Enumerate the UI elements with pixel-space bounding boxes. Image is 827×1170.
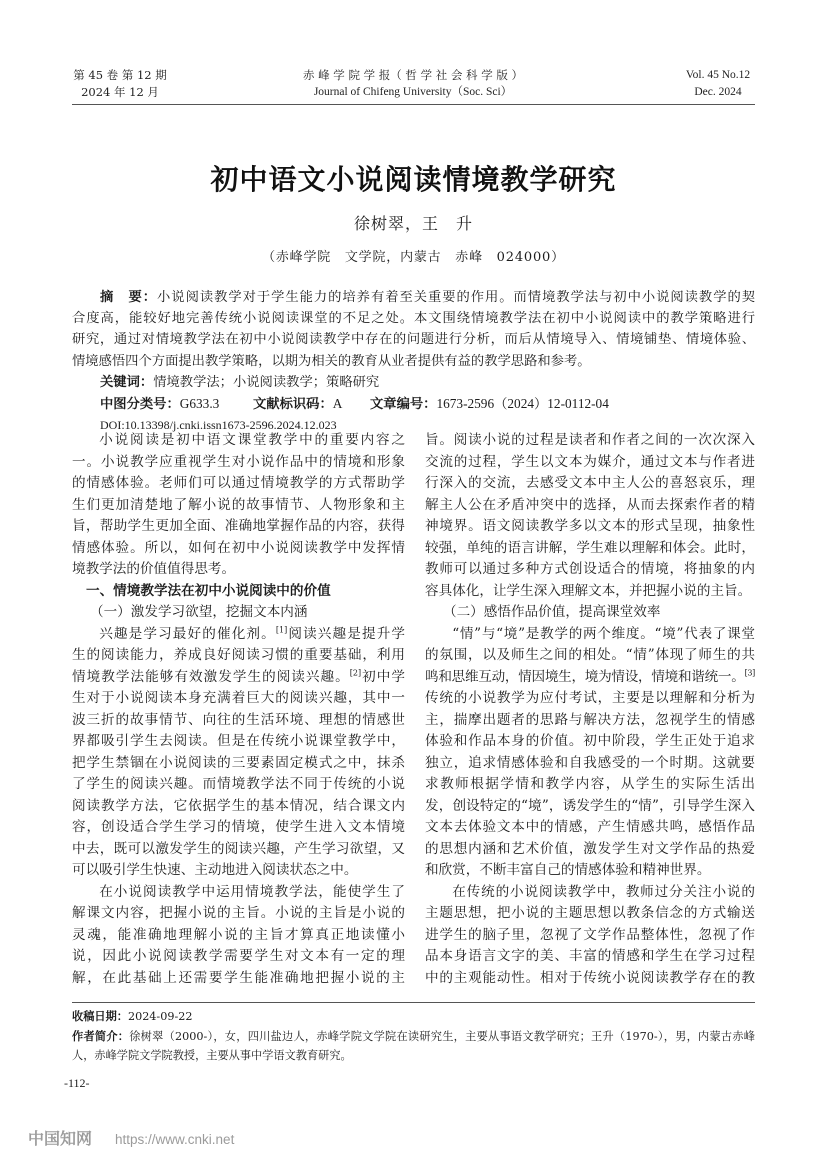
received-label: 收稿日期：	[72, 1010, 128, 1023]
text-line: 主，揣摩出题者的思路与解决方法，忽视学生的情感	[425, 711, 755, 728]
text-line: 神境界。语文阅读教学多以文本的形式呈现，抽象性	[425, 518, 755, 534]
text-line: 解，在此基础上还需要学生能准确地把握小说的主	[72, 969, 405, 986]
document-code	[253, 393, 370, 415]
watermark-logo: 中国知网	[28, 1129, 93, 1148]
received-value: 2024-09-22	[127, 1010, 193, 1023]
header-rule	[72, 104, 755, 105]
text-line: 容具体化，让学生深入理解文本，并把握小说的主旨。	[425, 582, 752, 599]
text-line: 文本去体验文本中的情感，产生情感共鸣，感悟作品	[425, 819, 755, 835]
text-line	[425, 667, 755, 689]
volume-issue: 第 45 卷 第 12 期	[73, 68, 167, 82]
text-line: 中去，既可以激发学生的阅读兴趣，产生学习欲望，又	[72, 840, 405, 857]
issue-date: 2024 年 12 月	[81, 85, 159, 99]
paragraph	[72, 624, 405, 882]
text-line: 旨。阅读小说的过程是读者和作者之间的一次次深入	[425, 432, 755, 448]
text-line: 主题思想，把小说的主题思想以教条信念的方式输送	[425, 905, 755, 921]
document-code-value: A	[332, 396, 343, 412]
author-affiliation: （赤峰学院 文学院，内蒙古 赤峰 024000）	[262, 250, 565, 265]
text-line	[72, 667, 405, 689]
keywords	[72, 372, 755, 393]
author-bio-line	[72, 1027, 755, 1047]
paragraph	[425, 430, 755, 602]
citation-ref: [2]	[349, 667, 362, 677]
keywords-label: 关键词：	[100, 374, 154, 390]
text-line: 可以吸引学生快速、主动地进入阅读状态之中。	[72, 862, 358, 878]
author-bio-text: 徐树翠（2000-），女，四川盐边人，赤峰学院文学院在读研究生，主要从事语文教学研究；王升（1970-），男，内蒙古赤峰	[129, 1029, 755, 1043]
date-en: Dec. 2024	[694, 86, 742, 98]
watermark-url: https://www.cnki.net	[115, 1132, 235, 1147]
text-line	[72, 624, 405, 646]
text-line: 一。小说教学应重视学生对小说作品中的情境和形象	[72, 453, 405, 470]
document-code-label: 文献标识码：	[253, 397, 333, 413]
text-line: 交流的过程，学生以文本为媒介，通过文本与作者进	[425, 453, 755, 470]
abstract-line: 情境感悟四个方面提出教学策略，以期为相关的教育从业者提供有益的教学思路和参考。	[72, 353, 591, 369]
text-line: 的情感体验。老师们可以通过情境教学的方式帮助学	[72, 475, 405, 491]
clc-label: 中图分类号：	[100, 397, 180, 413]
text-line: 的氛围，以及师生之间的相处。“情”体现了师生的共	[425, 647, 755, 663]
text-line: 发，创设特定的“境”，诱发学生的“情”，引导学生深入	[425, 797, 755, 814]
watermark	[28, 1128, 234, 1151]
text-line: 旨，帮助学生更加全面、准确地掌握作品的内容，获得	[72, 518, 405, 534]
article-number-label: 文章编号：	[370, 397, 437, 413]
text-segment: 鸣和思维互动，情因境生，境为情设，情境和谐统一。	[425, 668, 745, 685]
text-line: 解主人公在矛盾冲突中的选择，从而去探索作者的精	[425, 496, 755, 513]
doi: DOI:10.13398/j.cnki.issn1673-2596.2024.12.023	[100, 418, 337, 433]
text-line: 在小说阅读教学中运用情境教学法，能使学生了	[99, 883, 405, 900]
text-line: 生对于小说阅读本身充满着巨大的阅读兴趣，其中一	[72, 690, 405, 706]
text-line: 生们更加清楚地了解小说的故事情节、人物形象和主	[72, 496, 405, 513]
text-line: 小说阅读是初中语文课堂教学中的重要内容之	[99, 432, 405, 448]
text-line: 容，创设适合学生学习的情境，使学生进入文本情境	[72, 819, 405, 835]
abstract-line: 研究，通过对情境教学法在初中小说阅读教学中存在的问题进行分析，而后从情境导入、情境铺垫、情境体验、	[72, 332, 755, 348]
text-line: 了学生的阅读兴趣。而情境教学法不同于传统的小说	[72, 776, 405, 792]
text-line: 传统的小说教学为应付考试，主要是以理解和分析为	[425, 690, 755, 706]
text-line: 灵魂，能准确地理解小说的主旨才算真正地读懂小	[72, 926, 405, 943]
text-line: 生的阅读能力，养成良好阅读习惯的重要基础，利用	[72, 647, 405, 663]
citation-ref: [1]	[275, 624, 288, 634]
paragraph	[425, 624, 755, 882]
abstract-label: 摘 要：	[100, 290, 158, 305]
article-number	[370, 393, 609, 415]
text-line: 解课文内容，把握小说的主旨。小说的主旨是小说的	[72, 905, 405, 921]
issue-info	[66, 67, 174, 101]
abstract-line	[72, 287, 755, 308]
paragraph	[72, 882, 405, 990]
text-line: 教师可以通过多种方式创设适合的情境，将抽象的内	[425, 561, 755, 577]
text-line: 求教师根据学情和教学内容，从学生的实际生活出	[425, 776, 755, 792]
keywords-text: 情境教学法；小说阅读教学；策略研究	[153, 374, 380, 390]
text-line: 波三折的故事情节、向往的生活环境、理想的情感世	[72, 711, 405, 728]
text-line: “情”与“境”是教学的两个维度。“境”代表了课堂	[452, 625, 755, 642]
abstract-line: 合度高，能较好地完善传统小说阅读课堂的不足之处。本文围绕情境教学法在初中小说阅读中的教学策略进行	[72, 311, 755, 327]
text-line: 独立，追求情感体验和自我感受的一个时期。这就要	[425, 754, 755, 771]
received-date	[72, 1007, 755, 1027]
right-column	[425, 430, 755, 989]
front-matter	[72, 287, 755, 436]
classification-line	[72, 393, 755, 415]
subsection-heading: （二）感悟作品价值，提高课堂效率	[443, 604, 661, 620]
author-bio-line: 人，赤峰学院文学院教授，主要从事中学语文教育研究。	[72, 1049, 352, 1062]
paragraph	[425, 882, 755, 990]
text-line: 把学生禁锢在小说阅读的三要素固定模式之中，抹杀	[72, 754, 405, 771]
text-segment: 情境教学法能够有效激发学生的阅读兴趣。	[72, 668, 350, 685]
footnote-rule	[72, 1002, 755, 1003]
journal-name-cn: 赤 峰 学 院 学 报（ 哲 学 社 会 科 学 版 ）	[302, 68, 524, 82]
left-column	[72, 430, 405, 989]
text-line: 说，因此小说阅读教学需要学生对文本有一定的理	[72, 948, 405, 964]
text-line: 的思想内涵和艺术价值，激发学生对文学作品的热爱	[425, 840, 755, 857]
paragraph	[72, 430, 405, 581]
section-heading: 一、情境教学法在初中小说阅读中的价值	[86, 582, 331, 599]
article-authors: 徐树翠，王 升	[353, 214, 473, 233]
text-line: 境教学法的价值值得思考。	[72, 561, 236, 577]
clc-number	[100, 393, 253, 415]
text-segment: 初中学	[361, 668, 406, 685]
text-line: 品本身语言文字的美、丰富的情感和学生在学习过程	[425, 948, 755, 964]
text-line: 和欣赏，不断丰富自己的情感体验和精神世界。	[425, 862, 711, 878]
abstract-text: 小说阅读教学对于学生能力的培养有着至关重要的作用。而情境教学法与初中小说阅读教学的契	[157, 290, 756, 305]
text-line: 在传统的小说阅读教学中，教师过分关注小说的	[452, 883, 755, 900]
text-line: 行深入的交流，去感受文本中主人公的喜怒哀乐，理	[425, 475, 755, 491]
subsection-heading: （一）激发学习欲望，挖掘文本内涵	[90, 604, 308, 620]
author-bio-label: 作者简介：	[72, 1029, 130, 1043]
text-line: 体验和作品本身的价值。初中阶段，学生正处于追求	[425, 733, 755, 749]
journal-name-en: Journal of Chifeng University（Soc. Sci）	[313, 86, 513, 98]
issue-info-en	[674, 67, 762, 101]
clc-value: G633.3	[179, 396, 220, 412]
text-line: 阅读教学方法，它依据学生的基本情况，结合课文内	[72, 797, 405, 814]
article-title: 初中语文小说阅读情境教学研究	[210, 163, 617, 196]
page-number: -112-	[64, 1076, 90, 1090]
text-line: 界都吸引学生去阅读。但是在传统小说课堂教学中，	[72, 733, 405, 749]
text-segment: 阅读兴趣是提升学	[287, 625, 406, 642]
text-line: 情感体验。所以，如何在初中小说阅读教学中发挥情	[72, 539, 405, 556]
text-segment: 兴趣是学习最好的催化剂。	[99, 625, 276, 642]
volume-en: Vol. 45 No.12	[685, 69, 751, 81]
citation-ref: [3]	[744, 667, 755, 677]
article-number-value: 1673-2596（2024）12-0112-04	[436, 396, 609, 412]
text-line: 中的主观能动性。相对于传统小说阅读教学存在的教	[425, 969, 755, 986]
footnotes	[72, 1007, 755, 1066]
journal-info	[258, 67, 568, 101]
text-line: 进学生的脑子里，忽视了文学作品整体性，忽视了作	[425, 926, 755, 943]
text-line: 较强，单纯的语言讲解，学生难以理解和体会。此时，	[425, 539, 755, 556]
